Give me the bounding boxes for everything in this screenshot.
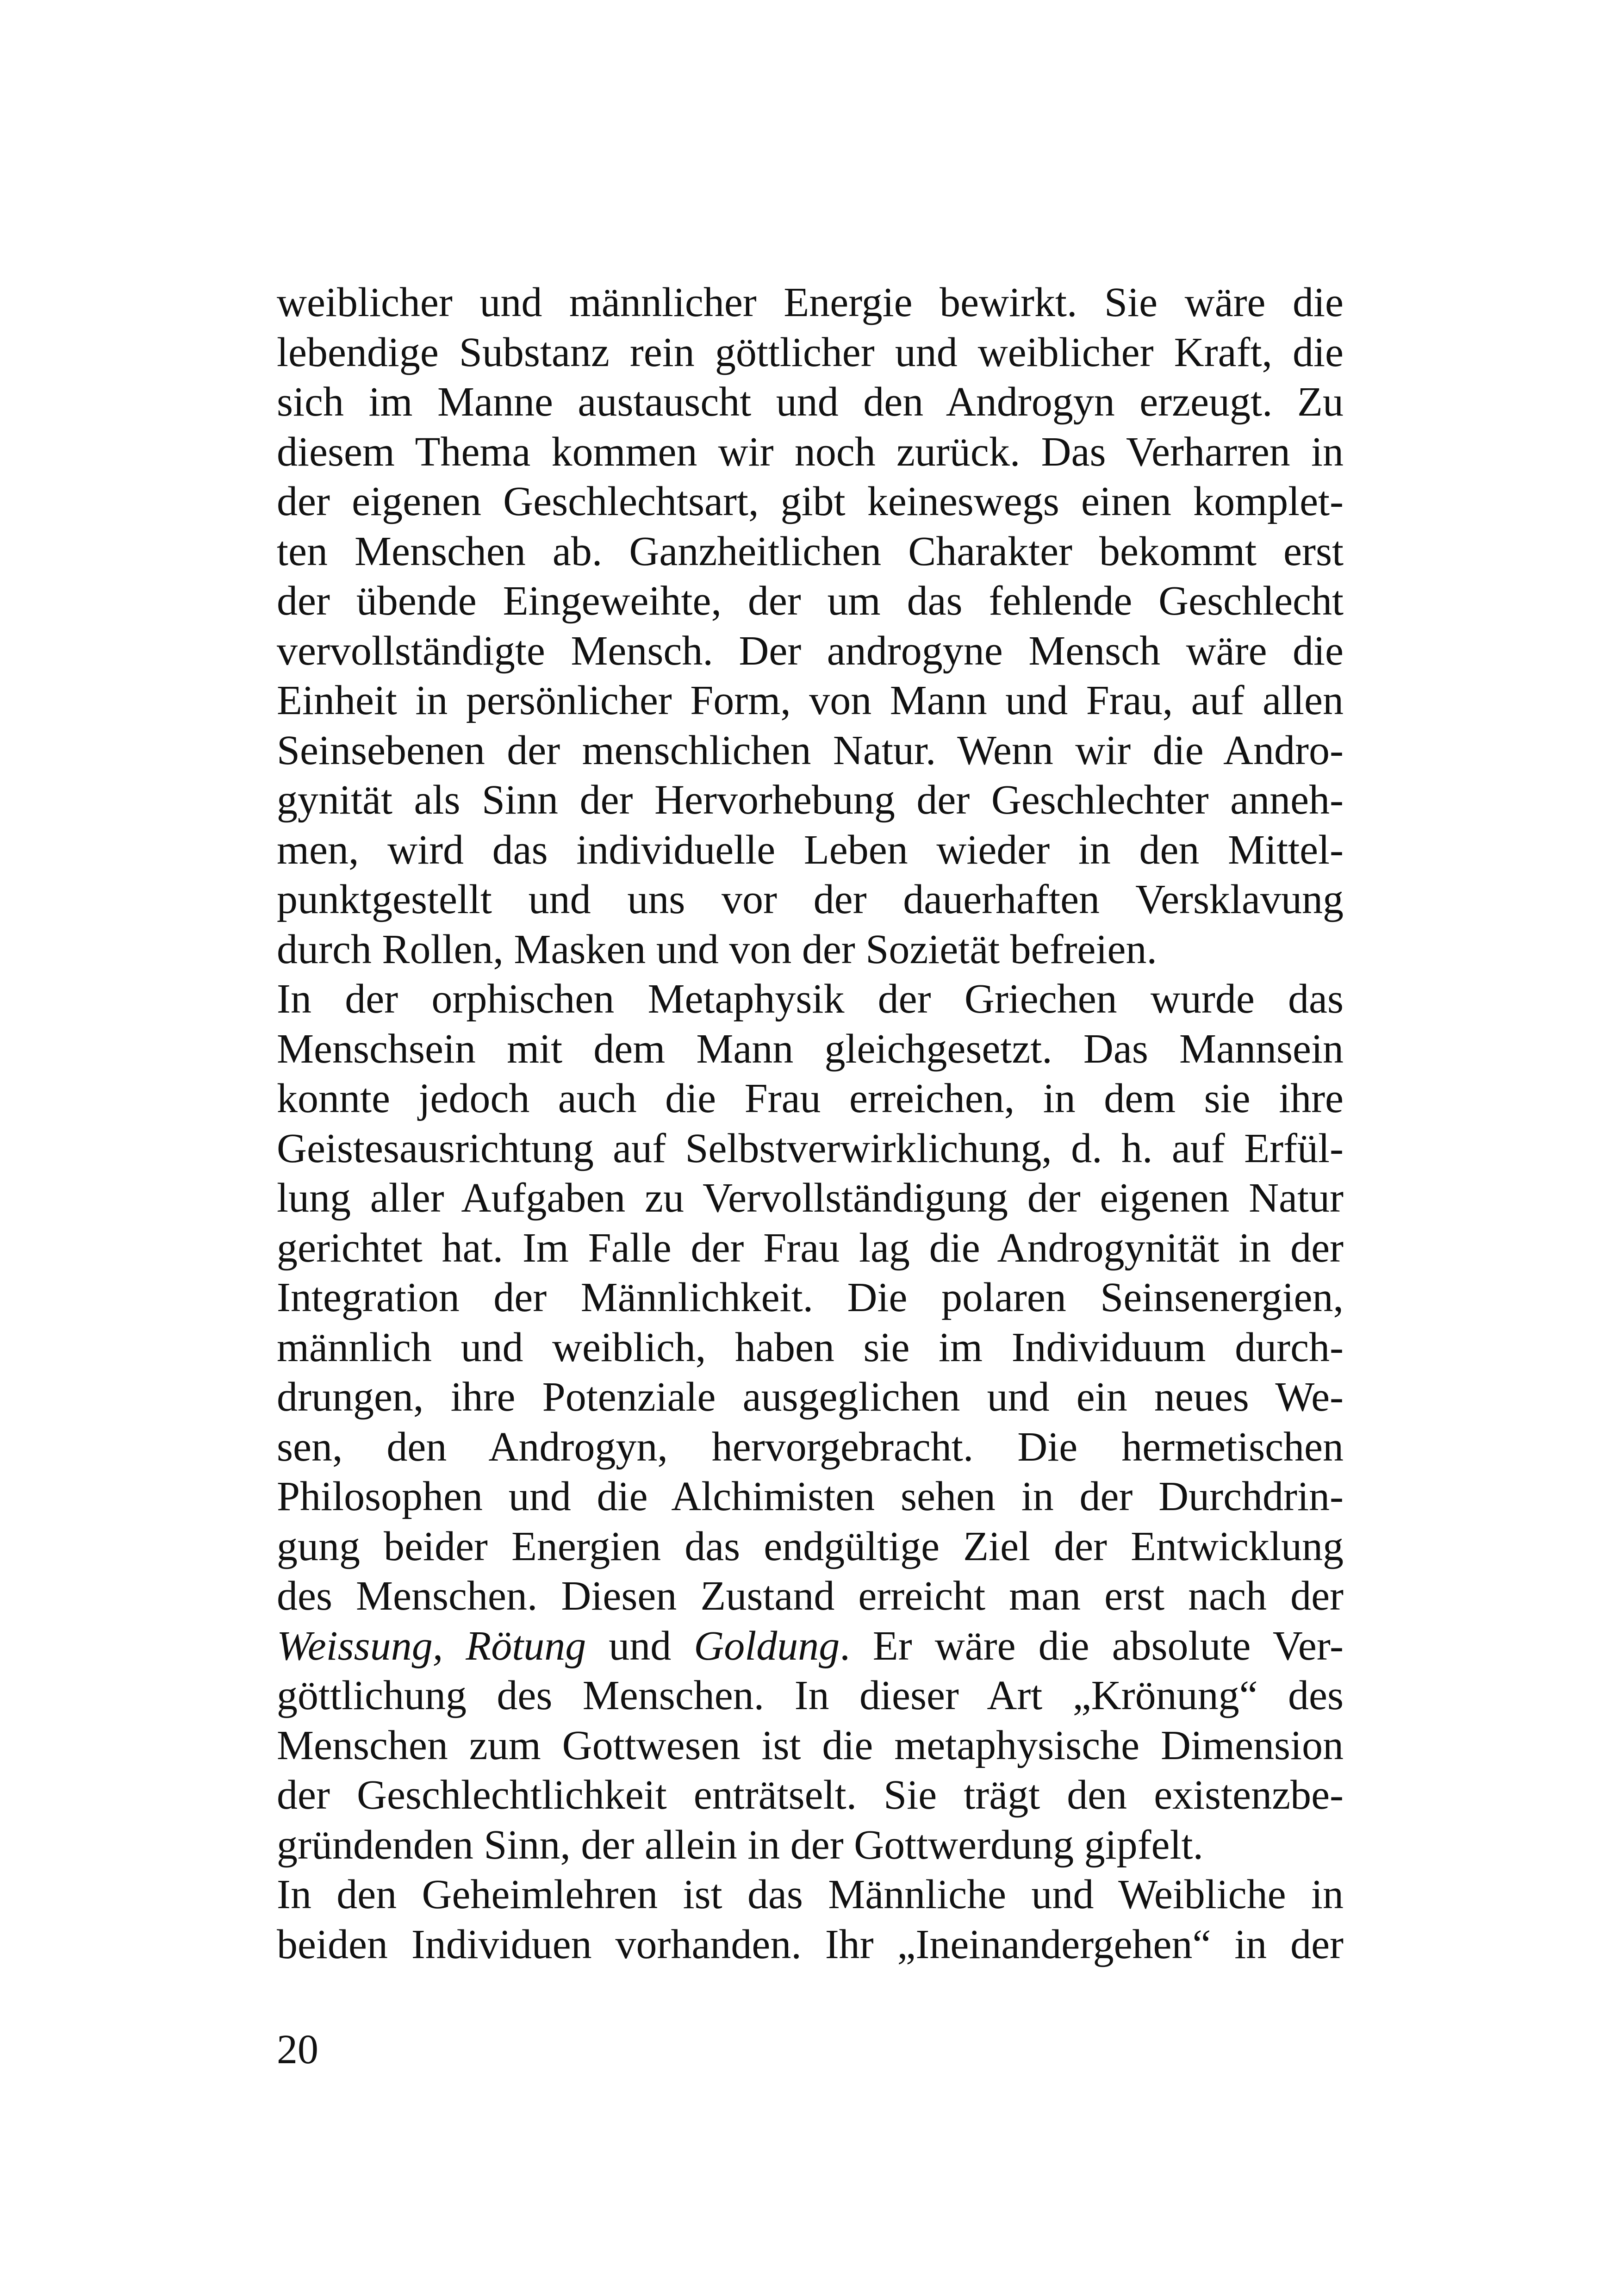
text-line: lung aller Aufgaben zu Vervollständigung der eigenen Natur — [277, 1175, 1344, 1221]
text-line: weiblicher und männlicher Energie bewirkt. Sie wäre die — [277, 280, 1344, 325]
text-line: Integration der Männlichkeit. Die polaren Seinsenergien, — [277, 1275, 1344, 1320]
text-line: Einheit in persönlicher Form, von Mann und Frau, auf allen — [277, 678, 1344, 723]
text-line: punktgestellt und uns vor der dauerhaften Versklavung — [277, 877, 1344, 922]
text-segment: und — [586, 1623, 694, 1669]
page-number: 20 — [277, 2027, 318, 2072]
text-line: gung beider Energien das endgültige Ziel der Entwicklung — [277, 1523, 1344, 1569]
text-segment: . Er wäre die absolute Ver- — [840, 1623, 1344, 1669]
text-line: gynität als Sinn der Hervorhebung der Geschlechter anneh- — [277, 777, 1344, 823]
text-line: durch Rollen, Masken und von der Sozietät befreien. — [277, 926, 1157, 972]
text-line: diesem Thema kommen wir noch zurück. Das Verharren in — [277, 429, 1344, 475]
text-line: men, wird das individuelle Leben wieder in den Mittel- — [277, 827, 1344, 873]
text-line: sich im Manne austauscht und den Androgyn erzeugt. Zu — [277, 379, 1344, 425]
text-line: Geistesausrichtung auf Selbstverwirklichung, d. h. auf Erfül- — [277, 1125, 1344, 1171]
text-line: konnte jedoch auch die Frau erreichen, in dem sie ihre — [277, 1076, 1344, 1121]
italic-text: Goldung — [694, 1623, 840, 1669]
text-line: männlich und weiblich, haben sie im Individuum durch- — [277, 1324, 1344, 1370]
text-line: drungen, ihre Potenziale ausgeglichen und ein neues We- — [277, 1374, 1344, 1420]
text-line: In den Geheimlehren ist das Männliche und Weibliche in — [277, 1872, 1344, 1917]
italic-text: Weissung, Rötung — [277, 1623, 586, 1669]
text-line: göttlichung des Menschen. In dieser Art „Krönung“ des — [277, 1673, 1344, 1718]
text-line — [277, 1621, 1344, 1671]
text-line: Philosophen und die Alchimisten sehen in der Durchdrin- — [277, 1474, 1344, 1519]
text-line: gründenden Sinn, der allein in der Gottwerdung gipfelt. — [277, 1822, 1204, 1868]
text-line: Seinsebenen der menschlichen Natur. Wenn wir die Andro- — [277, 727, 1344, 773]
text-line: gerichtet hat. Im Falle der Frau lag die Androgynität in der — [277, 1225, 1344, 1271]
text-line: der Geschlechtlichkeit enträtselt. Sie trägt den existenzbe- — [277, 1772, 1344, 1818]
text-line: In der orphischen Metaphysik der Griechen wurde das — [277, 976, 1344, 1022]
text-line: des Menschen. Diesen Zustand erreicht man erst nach der — [277, 1573, 1344, 1619]
text-line: beiden Individuen vorhanden. Ihr „Ineinandergehen“ in der — [277, 1921, 1344, 1967]
text-line: der übende Eingeweihte, der um das fehlende Geschlecht — [277, 578, 1344, 624]
text-line: Menschen zum Gottwesen ist die metaphysische Dimension — [277, 1722, 1344, 1768]
text-line: Menschsein mit dem Mann gleichgesetzt. Das Mannsein — [277, 1026, 1344, 1072]
text-line: vervollständigte Mensch. Der androgyne Mensch wäre die — [277, 628, 1344, 674]
text-line: ten Menschen ab. Ganzheitlichen Charakter bekommt erst — [277, 528, 1344, 574]
text-line: lebendige Substanz rein göttlicher und weiblicher Kraft, die — [277, 329, 1344, 375]
text-line: der eigenen Geschlechtsart, gibt keineswegs einen komplet- — [277, 479, 1344, 524]
text-line: sen, den Androgyn, hervorgebracht. Die hermetischen — [277, 1424, 1344, 1470]
body-text — [277, 278, 1344, 1969]
